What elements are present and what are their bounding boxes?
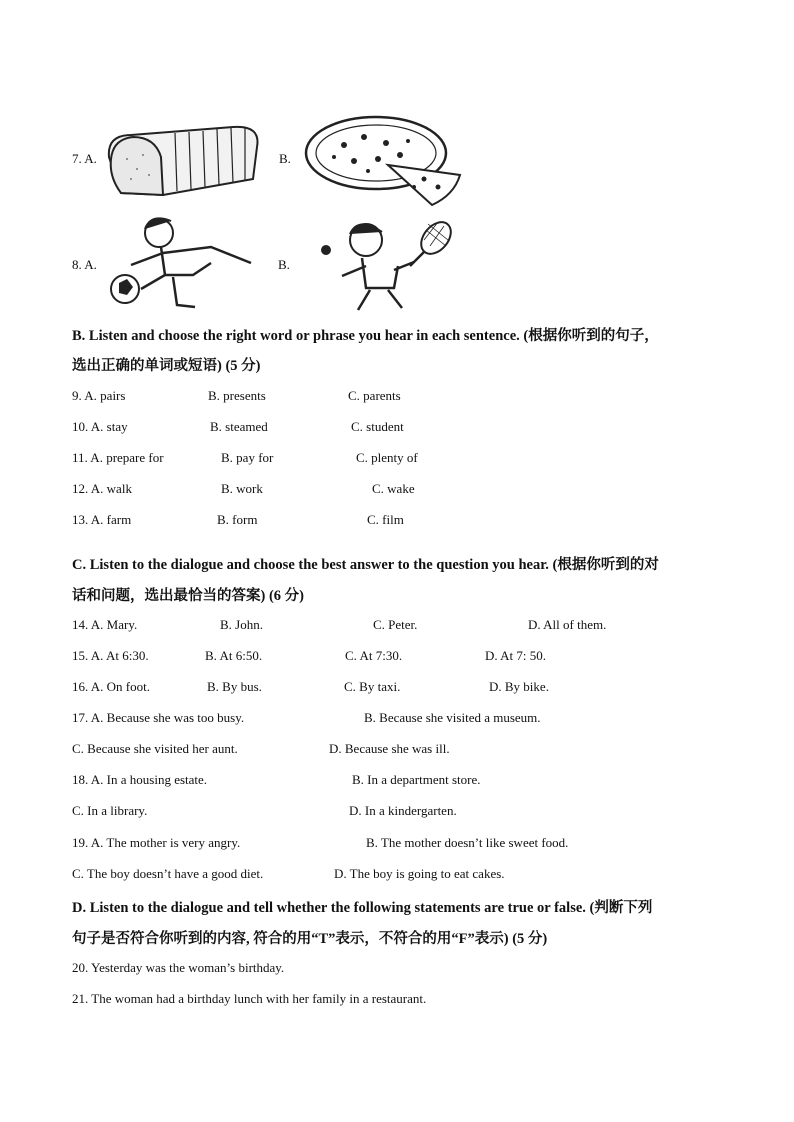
section-b-heading-line1: B. Listen and choose the right word or phrase you hear in each sentence. (根据你听到的句子， xyxy=(72,328,659,344)
tennis-player-icon xyxy=(318,210,458,315)
q19-option-b: B. The mother doesn’t like sweet food. xyxy=(366,835,569,850)
q18-option-c: C. In a library. xyxy=(72,803,148,818)
q10-option-b: B. steamed xyxy=(210,419,268,434)
statement-20: 20. Yesterday was the woman’s birthday. xyxy=(72,960,285,975)
section-c-heading-line1: C. Listen to the dialogue and choose the best answer to the question you hear. (根据你听到的对 xyxy=(72,557,659,573)
q13-option-a: 13. A. farm xyxy=(72,512,132,527)
q10-option-a: 10. A. stay xyxy=(72,419,128,434)
bread-icon xyxy=(103,117,263,197)
q17-option-b: B. Because she visited a museum. xyxy=(364,710,541,725)
q14-option-a: 14. A. Mary. xyxy=(72,617,138,632)
section-c-heading-line2: 话和问题，选出最恰当的答案) (6 分) xyxy=(72,588,304,604)
q14-option-b: B. John. xyxy=(220,617,263,632)
q16-option-d: D. By bike. xyxy=(489,679,549,694)
q8-number: 8. A. xyxy=(72,257,97,272)
q19-option-c: C. The boy doesn’t have a good diet. xyxy=(72,866,264,881)
q17-option-a: 17. A. Because she was too busy. xyxy=(72,710,245,725)
q16-option-b: B. By bus. xyxy=(207,679,262,694)
q14-option-d: D. All of them. xyxy=(528,617,607,632)
q15-option-c: C. At 7:30. xyxy=(345,648,403,663)
q12-option-c: C. wake xyxy=(372,481,415,496)
q9-option-c: C. parents xyxy=(348,388,401,403)
q15-option-d: D. At 7: 50. xyxy=(485,648,547,663)
q7-b-label: B. xyxy=(279,151,291,166)
statement-21: 21. The woman had a birthday lunch with her family in a restaurant. xyxy=(72,991,427,1006)
q12-option-a: 12. A. walk xyxy=(72,481,132,496)
q13-option-b: B. form xyxy=(217,512,258,527)
q11-option-b: B. pay for xyxy=(221,450,274,465)
q17-option-d: D. Because she was ill. xyxy=(329,741,450,756)
q15-option-b: B. At 6:50. xyxy=(205,648,263,663)
q18-option-d: D. In a kindergarten. xyxy=(349,803,457,818)
q14-option-c: C. Peter. xyxy=(373,617,418,632)
section-b-heading-line2: 选出正确的单词或短语) (5 分) xyxy=(72,358,261,374)
q9-option-b: B. presents xyxy=(208,388,266,403)
q17-option-c: C. Because she visited her aunt. xyxy=(72,741,238,756)
q19-option-a: 19. A. The mother is very angry. xyxy=(72,835,241,850)
q16-option-a: 16. A. On foot. xyxy=(72,679,150,694)
football-player-icon xyxy=(101,213,261,313)
q15-option-a: 15. A. At 6:30. xyxy=(72,648,149,663)
pizza-icon xyxy=(304,115,464,210)
q18-option-b: B. In a department store. xyxy=(352,772,481,787)
q10-option-c: C. student xyxy=(351,419,404,434)
section-d-heading-line2: 句子是否符合你听到的内容, 符合的用“T”表示，不符合的用“F”表示) (5 分) xyxy=(72,931,548,947)
q19-option-d: D. The boy is going to eat cakes. xyxy=(334,866,505,881)
q11-option-c: C. plenty of xyxy=(356,450,418,465)
q18-option-a: 18. A. In a housing estate. xyxy=(72,772,208,787)
q12-option-b: B. work xyxy=(221,481,263,496)
q13-option-c: C. film xyxy=(367,512,404,527)
section-d-heading-line1: D. Listen to the dialogue and tell whether the following statements are true or false. (判断下列 xyxy=(72,900,653,916)
q11-option-a: 11. A. prepare for xyxy=(72,450,164,465)
q9-option-a: 9. A. pairs xyxy=(72,388,126,403)
q16-option-c: C. By taxi. xyxy=(344,679,401,694)
q7-number: 7. A. xyxy=(72,151,97,166)
q8-b-label: B. xyxy=(278,257,290,272)
